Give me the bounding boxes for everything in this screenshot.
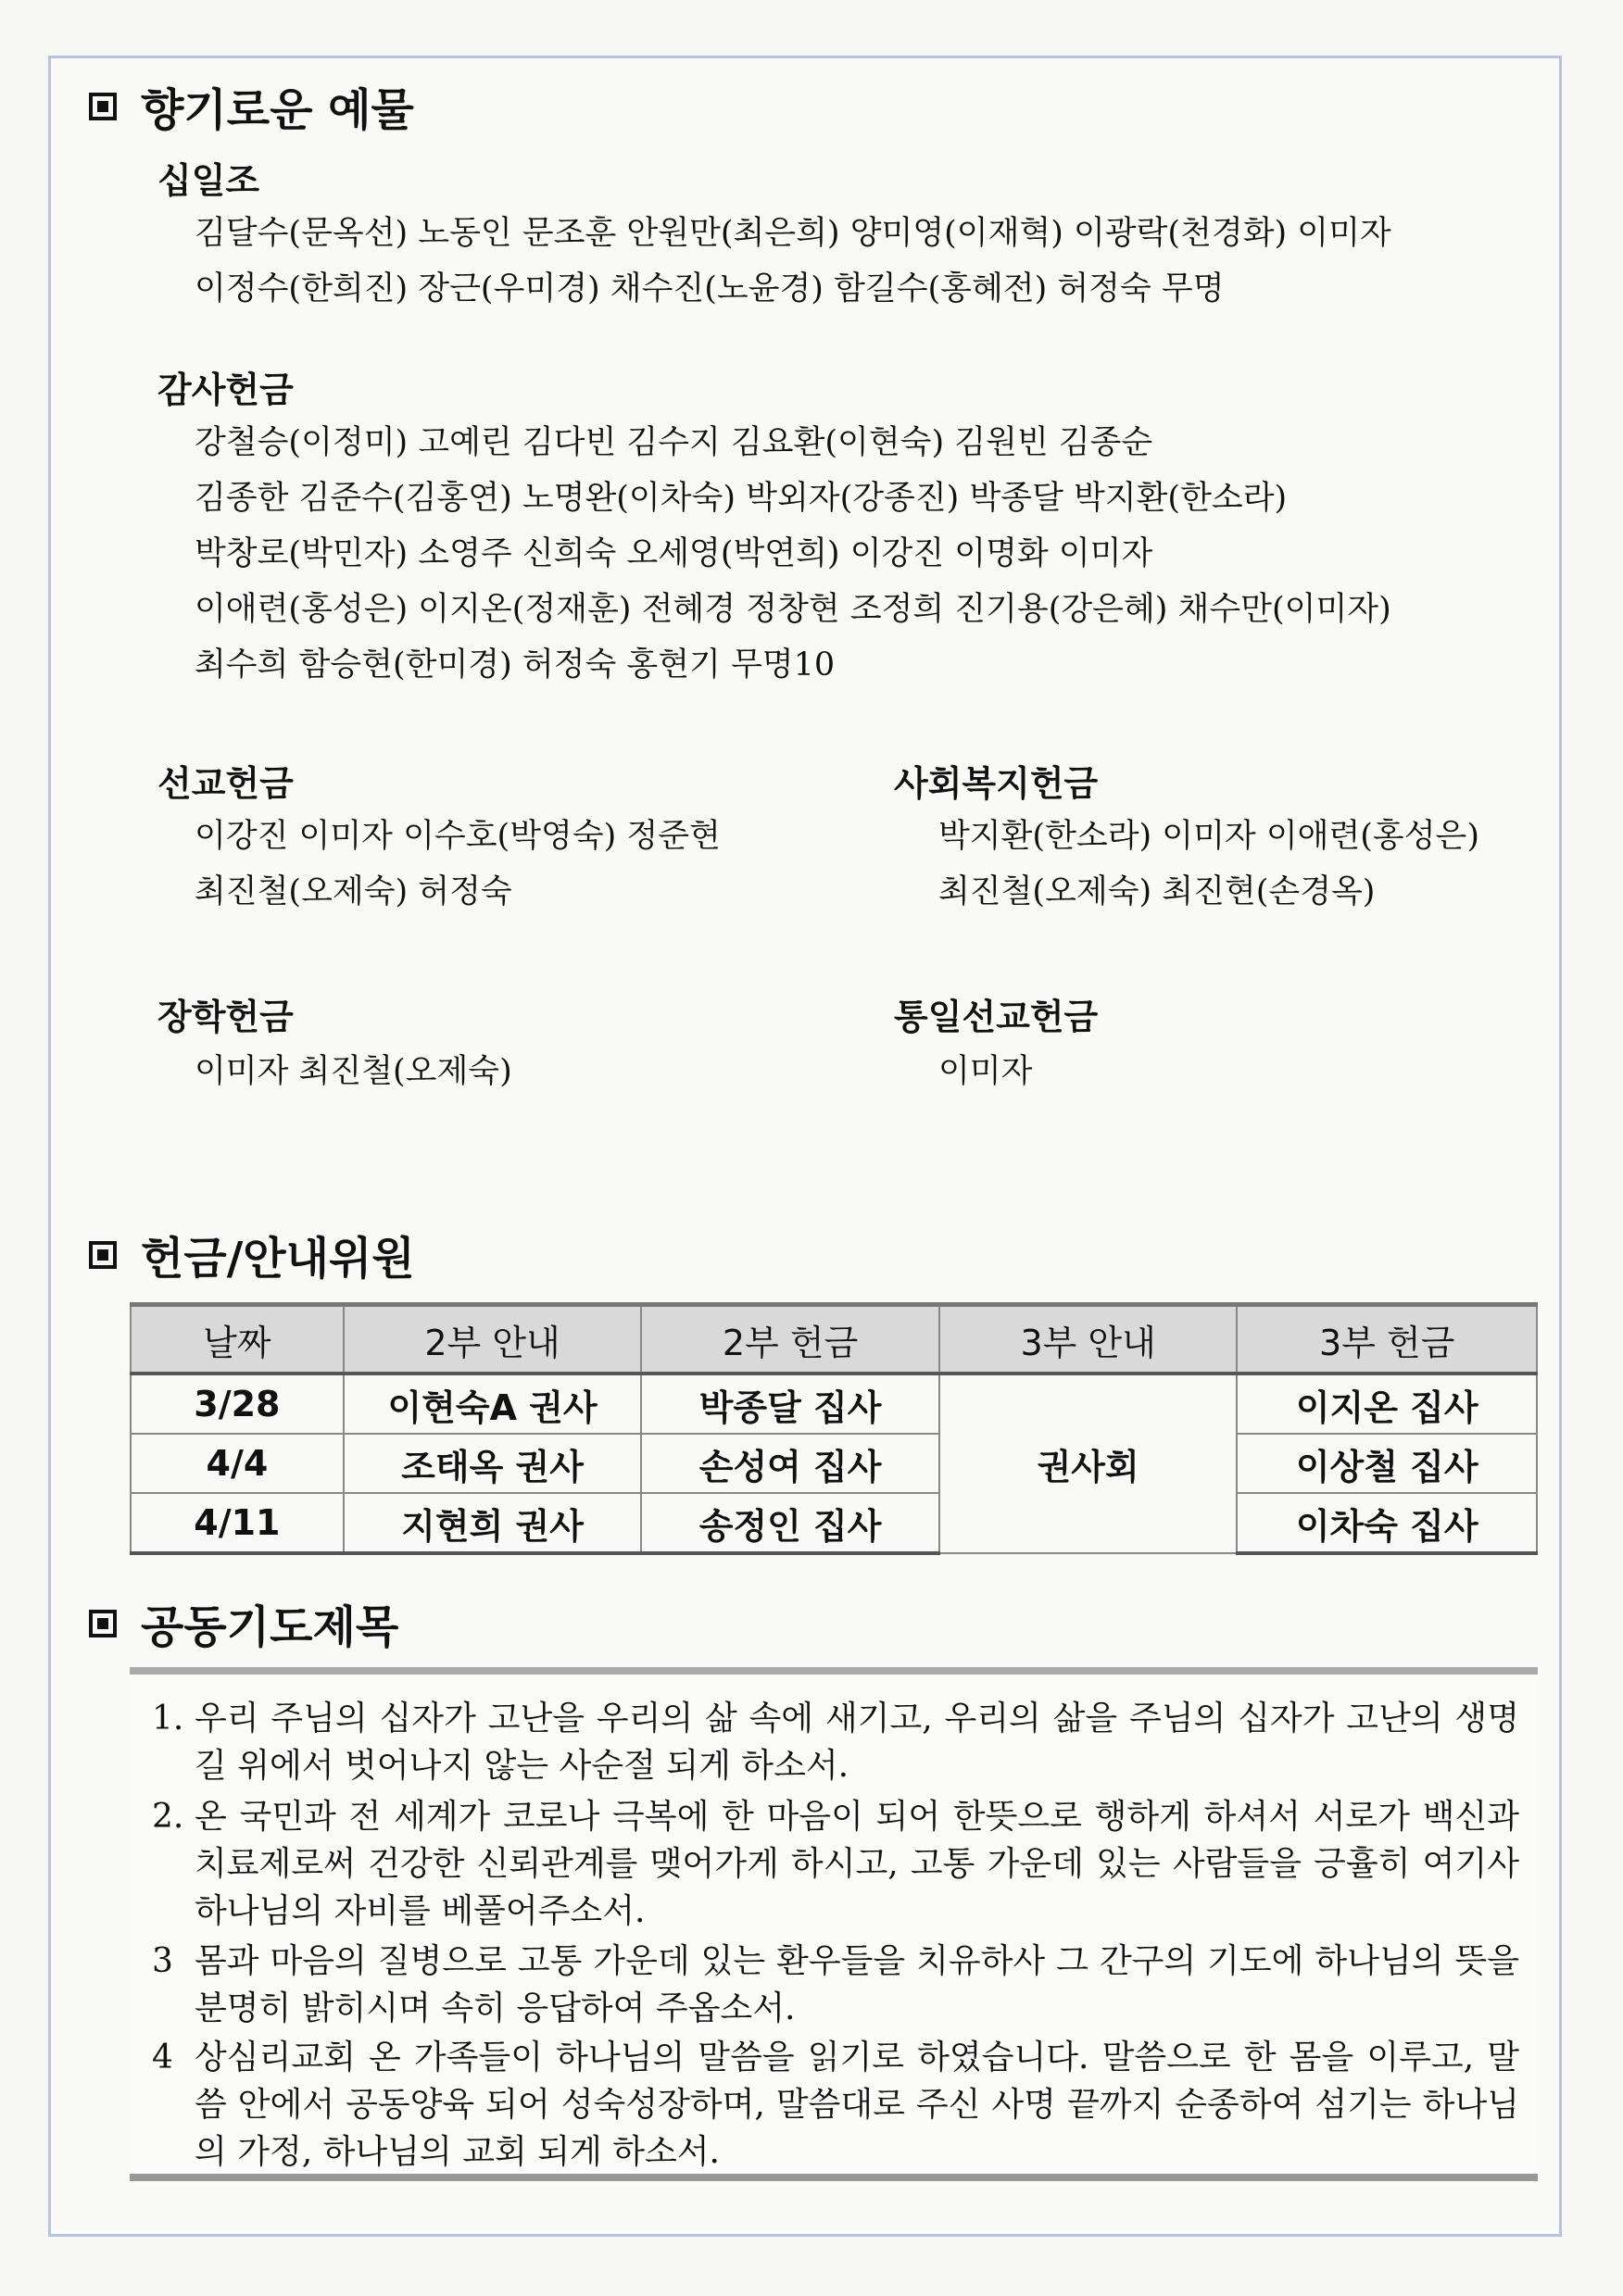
- prayer-item-text: 몸과 마음의 질병으로 고통 가운데 있는 환우들을 치유하사 그 간구의 기도에 하나님의 뜻을 분명히 밝히시며 속히 응답하여 주옵소서.: [195, 1942, 1519, 2027]
- prayer-title: 공동기도제목: [141, 1601, 399, 1653]
- offering-3rd-cell: 이상철 집사: [1237, 1434, 1537, 1493]
- header-3rd-offering: 3부 헌금: [1237, 1305, 1537, 1374]
- name-line: 이강진 이미자 이수호(박영숙) 정준현: [195, 818, 721, 855]
- offering-3rd-cell: 이차숙 집사: [1237, 1493, 1537, 1553]
- volunteers-title: 헌금/안내위원: [141, 1233, 415, 1285]
- tithe-names: [195, 206, 1391, 317]
- section-title-volunteers: [89, 1223, 415, 1286]
- header-2nd-offering: 2부 헌금: [641, 1305, 939, 1374]
- name-line: 박지환(한소라) 이미자 이애련(홍성은): [938, 818, 1480, 855]
- mission-names: [195, 809, 721, 920]
- filled-square-bullet-icon: [89, 93, 117, 120]
- offering-2nd-cell: 박종달 집사: [641, 1374, 939, 1434]
- name-line: 최진철(오제숙) 최진현(손경옥): [938, 873, 1376, 910]
- mission-label: 선교헌금: [157, 763, 294, 804]
- prayer-item-text: 상심리교회 온 가족들이 하나님의 말씀을 읽기로 하였습니다. 말씀으로 한 몸을 이루고, 말씀 안에서 공동양육 되어 성숙성장하며, 말씀대로 주신 사명 끝까지 순종하여 섬기는 하나님의 가정, 하나님의 교회 되게 하소서.: [195, 2039, 1519, 2171]
- name-line: 이정수(한희진) 장근(우미경) 채수진(노윤경) 함길수(홍혜전) 허정숙 무명: [195, 270, 1225, 307]
- date-cell: 4/11: [131, 1493, 344, 1553]
- welfare-names: [938, 809, 1479, 920]
- guide-2nd-cell: 조태옥 권사: [344, 1434, 642, 1493]
- date-cell: 3/28: [131, 1374, 344, 1434]
- prayer-item-text: 우리 주님의 십자가 고난을 우리의 삶 속에 새기고, 우리의 삶을 주님의 십자가 고난의 생명길 위에서 벗어나지 않는 사순절 되게 하소서.: [195, 1700, 1519, 1785]
- welfare-label: 사회복지헌금: [894, 763, 1099, 804]
- prayer-item: [152, 1695, 1519, 1789]
- table-row: [131, 1374, 1537, 1434]
- date-cell: 4/4: [131, 1434, 344, 1493]
- name-line: 김달수(문옥선) 노동인 문조훈 안원만(최은희) 양미영(이재혁) 이광락(천경화) 이미자: [195, 215, 1391, 252]
- prayer-item: [152, 1938, 1519, 2032]
- name-line: 김종한 김준수(김홍연) 노명완(이차숙) 박외자(강종진) 박종달 박지환(한소라): [195, 480, 1288, 517]
- table-header-row: [131, 1305, 1537, 1374]
- table-row: [131, 1493, 1537, 1553]
- guide-3rd-cell: 권사회: [939, 1374, 1238, 1553]
- prayer-item: [152, 2034, 1519, 2176]
- header-2nd-guide: 2부 안내: [344, 1305, 642, 1374]
- tithe-label: 십일조: [157, 160, 260, 201]
- table-row: [131, 1434, 1537, 1493]
- offerings-title: 향기로운 예물: [141, 84, 414, 136]
- volunteer-table: [130, 1302, 1538, 1555]
- prayer-item-text: 온 국민과 전 세계가 코로나 극복에 한 마음이 되어 한뜻으로 행하게 하셔서 서로가 백신과 치료제로써 건강한 신뢰관계를 맺어가게 하시고, 고통 가운데 있는 사람들을 긍휼히 여기사 하나님의 자비를 베풀어주소서.: [195, 1798, 1519, 1930]
- guide-2nd-cell: 지현희 권사: [344, 1493, 642, 1553]
- name-line: 이미자 최진철(오제숙): [195, 1053, 512, 1090]
- header-date: 날짜: [131, 1305, 344, 1374]
- scholarship-names: [195, 1044, 512, 1099]
- thanks-label: 감사헌금: [157, 370, 294, 410]
- prayer-item-number: 1.: [152, 1700, 184, 1738]
- prayer-box: [130, 1667, 1538, 2181]
- filled-square-bullet-icon: [89, 1241, 117, 1269]
- offering-3rd-cell: 이지온 집사: [1237, 1374, 1537, 1434]
- name-line: 최진철(오제숙) 허정숙: [195, 873, 512, 910]
- filled-square-bullet-icon: [89, 1610, 117, 1637]
- scholarship-label: 장학헌금: [157, 997, 294, 1037]
- name-line: 이애련(홍성은) 이지온(정재훈) 전혜경 정창현 조정희 진기용(강은혜) 채수만(이미자): [195, 591, 1391, 628]
- prayer-item-number: 2.: [152, 1798, 184, 1836]
- guide-2nd-cell: 이현숙A 권사: [344, 1374, 642, 1434]
- name-line: 이미자: [938, 1053, 1033, 1090]
- thanks-names: [195, 415, 1391, 693]
- prayer-item-number: 3: [152, 1942, 173, 1980]
- offering-2nd-cell: 송정인 집사: [641, 1493, 939, 1553]
- name-line: 박창로(박민자) 소영주 신희숙 오세영(박연희) 이강진 이명화 이미자: [195, 535, 1153, 572]
- name-line: 강철승(이정미) 고예린 김다빈 김수지 김요환(이현숙) 김원빈 김종순: [195, 424, 1153, 461]
- offering-2nd-cell: 손성여 집사: [641, 1434, 939, 1493]
- name-line: 최수희 함승현(한미경) 허정숙 홍현기 무명10: [195, 646, 836, 684]
- section-title-prayer: [89, 1591, 398, 1655]
- unification-label: 통일선교헌금: [894, 997, 1099, 1037]
- header-3rd-guide: 3부 안내: [939, 1305, 1238, 1374]
- unification-names: [938, 1044, 1032, 1099]
- prayer-item: [152, 1793, 1519, 1935]
- prayer-item-number: 4: [152, 2039, 173, 2076]
- section-title-offerings: [89, 74, 414, 138]
